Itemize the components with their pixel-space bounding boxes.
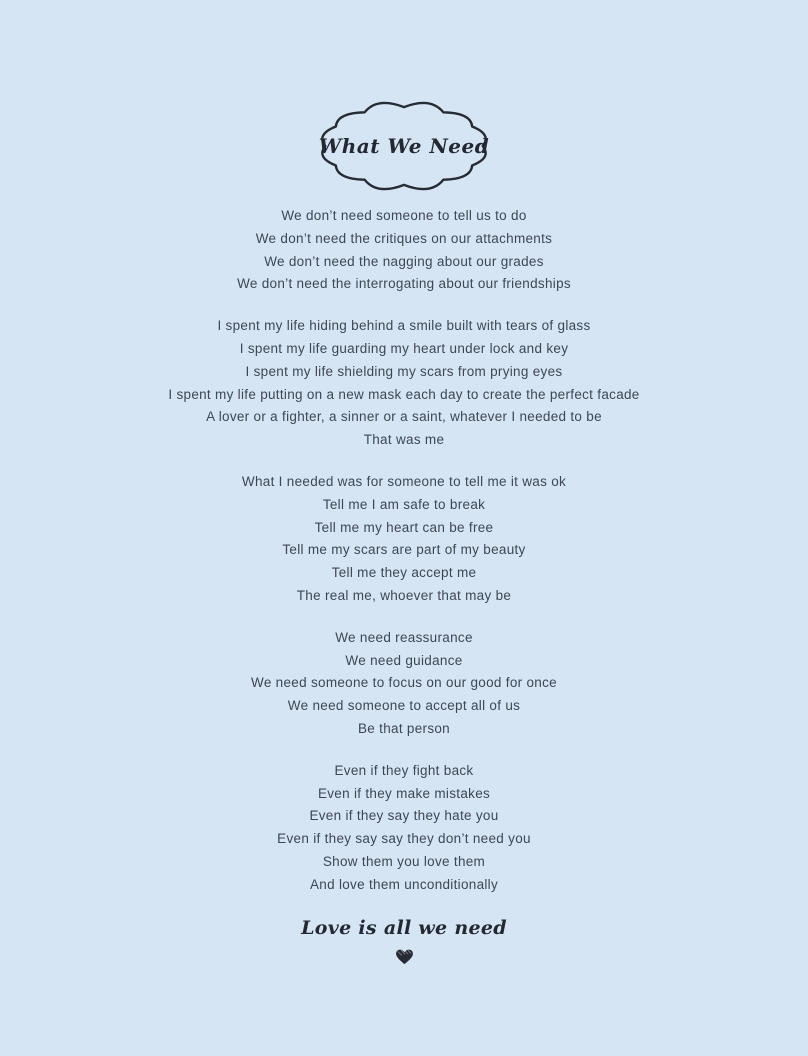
poem-line: I spent my life shielding my scars from prying eyes xyxy=(245,363,563,379)
poem-line: Be that person xyxy=(357,720,450,736)
poem-line: Tell me my scars are part of my beauty xyxy=(282,542,526,558)
poem-line: Even if they fight back xyxy=(334,762,474,778)
poem-line: Even if they make mistakes xyxy=(317,785,491,801)
poem-line: I spent my life hiding behind a smile built with tears of glass xyxy=(217,318,591,334)
poem-line: That was me xyxy=(363,432,445,448)
poem-line: I spent my life guarding my heart under lock and key xyxy=(239,340,569,356)
poem-line: Even if they say say they don’t need you xyxy=(277,831,531,847)
stanza-1 xyxy=(0,205,808,296)
page-title: What We Need xyxy=(318,134,490,158)
poem-line: What I needed was for someone to tell me it was ok xyxy=(241,473,567,489)
poem-line: Tell me my heart can be free xyxy=(314,519,494,535)
poem-line: We don’t need someone to tell us to do xyxy=(281,208,527,223)
closing-script-line: Love is all we need xyxy=(301,916,507,939)
poem-line: We need guidance xyxy=(345,652,463,668)
poem-body xyxy=(0,205,808,970)
poem-line: We don’t need the nagging about our grades xyxy=(264,253,544,269)
poem-line: We don’t need the interrogating about our friendships xyxy=(237,276,571,292)
heart-icon xyxy=(0,949,808,970)
poem-line: We need reassurance xyxy=(335,629,473,645)
poem-line: We don’t need the critiques on our attachments xyxy=(255,230,553,246)
poem-line: A lover or a fighter, a sinner or a saint, whatever I needed to be xyxy=(206,409,602,425)
poem-line: Show them you love them xyxy=(322,853,486,869)
poem-line: I spent my life putting on a new mask each day to create the perfect facade xyxy=(168,386,640,402)
stanza-5 xyxy=(0,760,808,897)
stanza-2 xyxy=(0,315,808,452)
poem-line: The real me, whoever that may be xyxy=(296,587,512,603)
poem-line: We need someone to accept all of us xyxy=(287,698,521,714)
poem-line: Tell me I am safe to break xyxy=(322,496,486,512)
poem-line: And love them unconditionally xyxy=(309,876,499,892)
stanza-3 xyxy=(0,471,808,608)
stanza-4 xyxy=(0,627,808,741)
poem-line: We need someone to focus on our good for once xyxy=(251,675,557,691)
poem-line: Even if they say they hate you xyxy=(309,808,499,824)
poem-line: Tell me they accept me xyxy=(331,565,477,581)
